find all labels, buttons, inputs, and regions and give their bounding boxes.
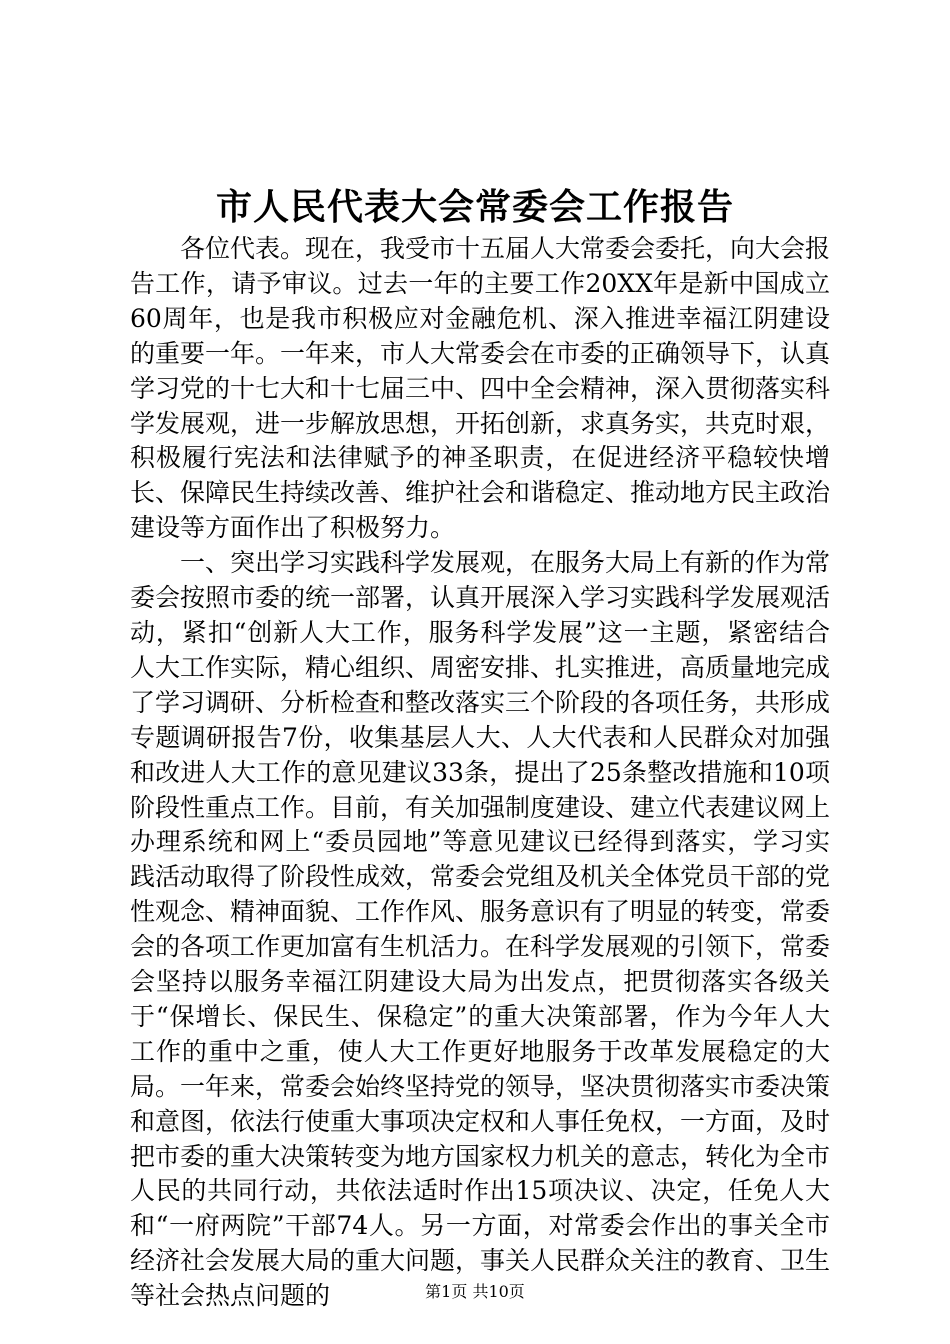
- page-number: 第1页 共10页: [425, 1282, 525, 1301]
- paragraph-section-one: 一、突出学习实践科学发展观，在服务大局上有新的作为常委会按照市委的统一部署，认真开展深入学习实践科学发展观活动，紧扣“创新人大工作，服务科学发展”这一主题，紧密结合人大工作实际，精心组织、周密安排、扎实推进，高质量地完成了学习调研、分析检查和整改落实三个阶段的各项任务，共形成专题调研报告7份，收集基层人大、人大代表和人民群众对加强和改进人大工作的意见建议33条，提出了25条整改措施和10项阶段性重点工作。目前，有关加强制度建设、建立代表建议网上办理系统和网上“委员园地”等意见建议已经得到落实，学习实践活动取得了阶段性成效，常委会党组及机关全体党员干部的党性观念、精神面貌、工作作风、服务意识有了明显的转变，常委会的各项工作更加富有生机活力。在科学发展观的引领下，常委会坚持以服务幸福江阴建设大局为出发点，把贯彻落实各级关于“保增长、保民生、保稳定”的重大决策部署，作为今年人大工作的重中之重，使人大工作更好地服务于改革发展稳定的大局。一年来，常委会始终坚持党的领导，坚决贯彻落实市委决策和意图，依法行使重大事项决定权和人事任免权，一方面，及时把市委的重大决策转变为地方国家权力机关的意志，转化为全市人民的共同行动，共依法适时作出15项决议、决定，任免人大和“一府两院”干部74人。另一方面，对常委会作出的事关全市经济社会发展大局的重大问题，事关人民群众关注的教育、卫生等社会热点问题的: [130, 548, 831, 1311]
- document-body: [130, 232, 830, 1314]
- document-title: 市人民代表大会常委会工作报告: [215, 186, 734, 228]
- paragraph-intro: 各位代表。现在，我受市十五届人大常委会委托，向大会报告工作，请予审议。过去一年的主要工作20XX年是新中国成立60周年，也是我市积极应对金融危机、深入推进幸福江阴建设的重要一年。一年来，市人大常委会在市委的正确领导下，认真学习党的十七大和十七届三中、四中全会精神，深入贯彻落实科学发展观，进一步解放思想，开拓创新，求真务实，共克时艰，积极履行宪法和法律赋予的神圣职责，在促进经济平稳较快增长、保障民生持续改善、维护社会和谐稳定、推动地方民主政治建设等方面作出了积极努力。: [130, 234, 831, 543]
